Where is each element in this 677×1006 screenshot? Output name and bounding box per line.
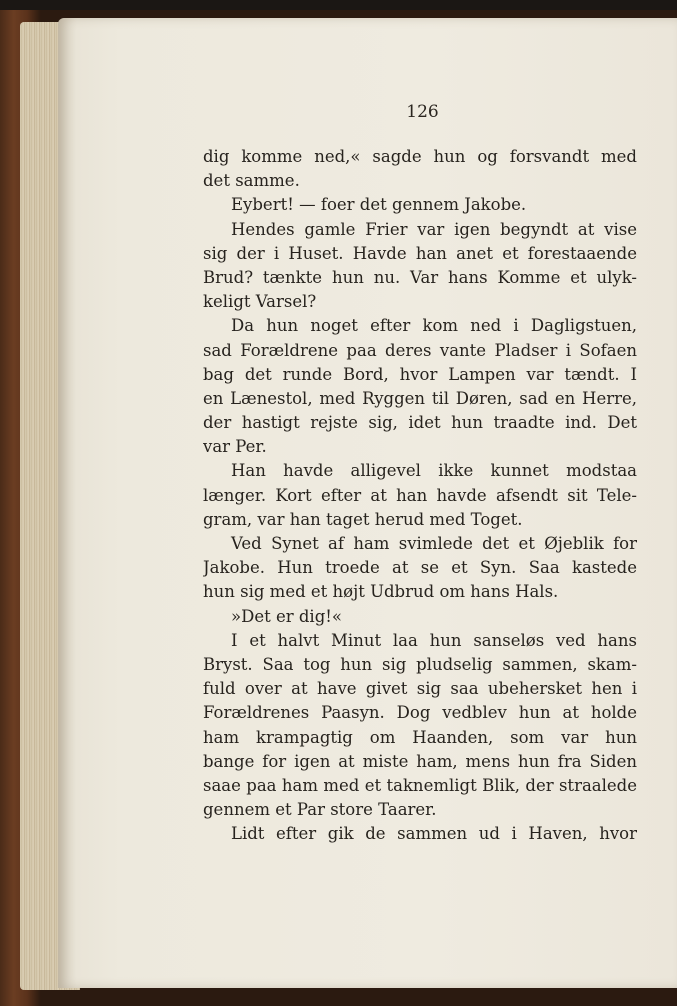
text-line: sad Forældrene paa deres vante Pladser i Sofaen — [203, 340, 637, 360]
text-line: Da hun noget efter kom ned i Dagligstuen, — [231, 316, 637, 336]
text-line: sig der i Huset. Havde han anet et forestaaende — [203, 243, 637, 263]
text-line: bange for igen at miste ham, mens hun fra Siden — [203, 751, 637, 771]
page-number: 126 — [406, 102, 439, 122]
text-line: en Lænestol, med Ryggen til Døren, sad en Herre, — [203, 388, 637, 408]
text-line: I et halvt Minut laa hun sanseløs ved hans — [231, 630, 637, 650]
text-line: saae paa ham med et taknemligt Blik, der straalede — [203, 775, 637, 795]
text-line: Han havde alligevel ikke kunnet modstaa — [231, 461, 637, 481]
text-line: Ved Synet af ham svimlede det et Øjeblik for — [231, 534, 637, 553]
text-line: Hendes gamle Frier var igen begyndt at vise — [231, 219, 637, 239]
text-line: Jakobe. Hun troede at se et Syn. Saa kastede — [203, 558, 637, 578]
text-line: gram, var han taget herud med Toget. — [203, 509, 523, 529]
text-line: fuld over at have givet sig saa ubehersket hen i — [203, 679, 637, 699]
text-line: Lidt efter gik de sammen ud i Haven, hvor — [231, 824, 637, 844]
body-text — [203, 145, 637, 846]
text-line: det samme. — [203, 171, 300, 191]
text-line: dig komme ned,« sagde hun og forsvandt med — [203, 147, 637, 166]
text-line: »Det er dig!« — [231, 606, 342, 626]
text-line: ham krampagtig om Haanden, som var hun — [203, 727, 637, 747]
text-line: der hastigt rejste sig, idet hun traadte ind. Det — [203, 413, 637, 433]
text-line: hun sig med et højt Udbrud om hans Hals. — [203, 582, 559, 602]
text-line: keligt Varsel? — [203, 292, 317, 312]
text-line: Bryst. Saa tog hun sig pludselig sammen, skam- — [203, 654, 637, 674]
text-line: Forældrenes Paasyn. Dog vedblev hun at holde — [203, 703, 637, 723]
text-line: gennem et Par store Taarer. — [203, 800, 437, 820]
text-line: var Per. — [203, 437, 267, 457]
text-line: Brud? tænkte hun nu. Var hans Komme et ulyk- — [203, 267, 637, 287]
text-line: længer. Kort efter at han havde afsendt sit Tele- — [203, 485, 637, 505]
text-line: bag det runde Bord, hvor Lampen var tændt. I — [203, 364, 637, 384]
text-line: Eybert! — foer det gennem Jakobe. — [231, 195, 527, 215]
